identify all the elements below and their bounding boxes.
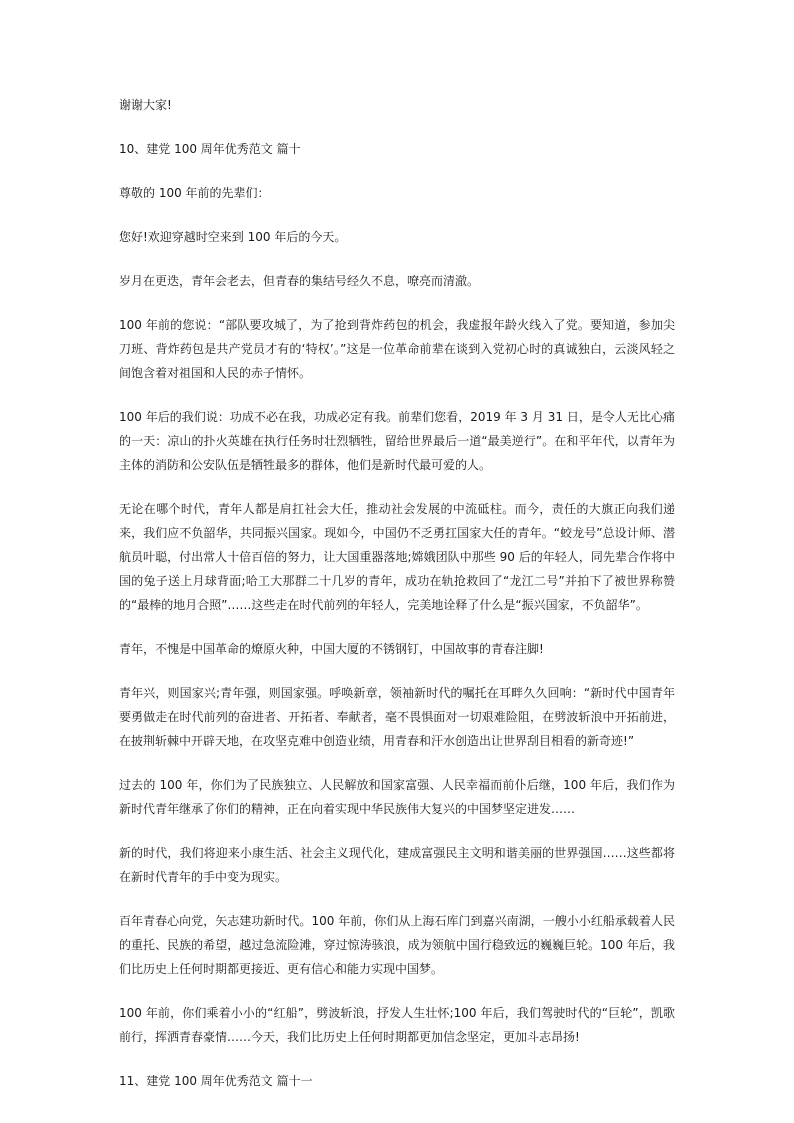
- section-10-heading: 10、建党 100 周年优秀范文 篇十: [119, 142, 301, 156]
- paragraph: 岁月在更迭，青年会老去，但青春的集结号经久不息，嘹亮而清澈。: [119, 274, 480, 288]
- document-page: [119, 93, 675, 1113]
- paragraph: 无论在哪个时代，青年人都是肩扛社会大任，推动社会发展的中流砥柱。而今，责任的大旗正向我们递来，我们应不负韶华，共同振兴国家。现如今，中国仍不乏勇扛国家大任的青年。“蛟龙号”总设计师、潜航员叶聪，付出常人十倍百倍的努力，让大国重器落地;嫦娥团队中那些 90 后的年轻人，同先辈合作将中国的兔子送上月球背面;哈工大那群二十几岁的青年，成功在轨抢救回了“龙江二号”并拍下了被世界称赞的“最棒的地月合照”……这些走在时代前列的年轻人，完美地诠释了什么是“振兴国家，不负韶华”。: [119, 502, 675, 612]
- paragraph: 新的时代，我们将迎来小康生活、社会主义现代化，建成富强民主文明和谐美丽的世界强国……这些都将在新时代青年的手中变为现实。: [119, 846, 675, 884]
- closing-line: 谢谢大家!: [119, 98, 172, 112]
- paragraph: 过去的 100 年，你们为了民族独立、人民解放和国家富强、人民幸福而前仆后继，100 年后，我们作为新时代青年继承了你们的精神，正在向着实现中华民族伟大复兴的中国梦坚定进发……: [119, 778, 675, 816]
- paragraph: 百年青春心向党，矢志建功新时代。100 年前，你们从上海石库门到嘉兴南湖，一艘小小红船承载着人民的重托、民族的希望，越过急流险滩，穿过惊涛骇浪，成为领航中国行稳致远的巍巍巨轮。100 年后，我们比历史上任何时期都更接近、更有信心和能力实现中国梦。: [119, 914, 675, 976]
- section-11-heading: 11、建党 100 周年优秀范文 篇十一: [119, 1074, 313, 1088]
- paragraph: 100 年前，你们乘着小小的“红船”，劈波斩浪，抒发人生壮怀;100 年后，我们驾驶时代的“巨轮”，凯歌前行，挥洒青春豪情……今天，我们比历史上任何时期都更加信念坚定，更加斗志昂扬!: [119, 1006, 675, 1044]
- paragraph: 100 年后的我们说：功成不必在我，功成必定有我。前辈们您看，2019 年 3 月 31 日，是令人无比心痛的一天：凉山的扑火英雄在执行任务时壮烈牺牲，留给世界最后一道“最美逆行”。在和平年代，以青年为主体的消防和公安队伍是牺牲最多的群体，他们是新时代最可爱的人。: [119, 410, 675, 472]
- paragraph: 青年兴，则国家兴;青年强，则国家强。呼唤新章，领袖新时代的嘱托在耳畔久久回响：“新时代中国青年要勇做走在时代前列的奋进者、开拓者、奉献者，毫不畏惧面对一切艰难险阻，在劈波斩浪中开拓前进，在披荆斩棘中开辟天地，在攻坚克难中创造业绩，用青春和汗水创造出让世界刮目相看的新奇迹!”: [119, 686, 675, 748]
- salutation: 尊敬的 100 年前的先辈们：: [119, 186, 270, 200]
- greeting: 您好!欢迎穿越时空来到 100 年后的今天。: [119, 230, 347, 244]
- paragraph: 100 年前的您说：“部队要攻城了，为了抢到背炸药包的机会，我虚报年龄火线入了党。要知道，参加尖刀班、背炸药包是共产党员才有的‘特权’。”这是一位革命前辈在谈到入党初心时的真诚独白，云淡风轻之间饱含着对祖国和人民的赤子情怀。: [119, 318, 675, 380]
- paragraph: 青年，不愧是中国革命的燎原火种，中国大厦的不锈钢钉，中国故事的青春注脚!: [119, 642, 544, 656]
